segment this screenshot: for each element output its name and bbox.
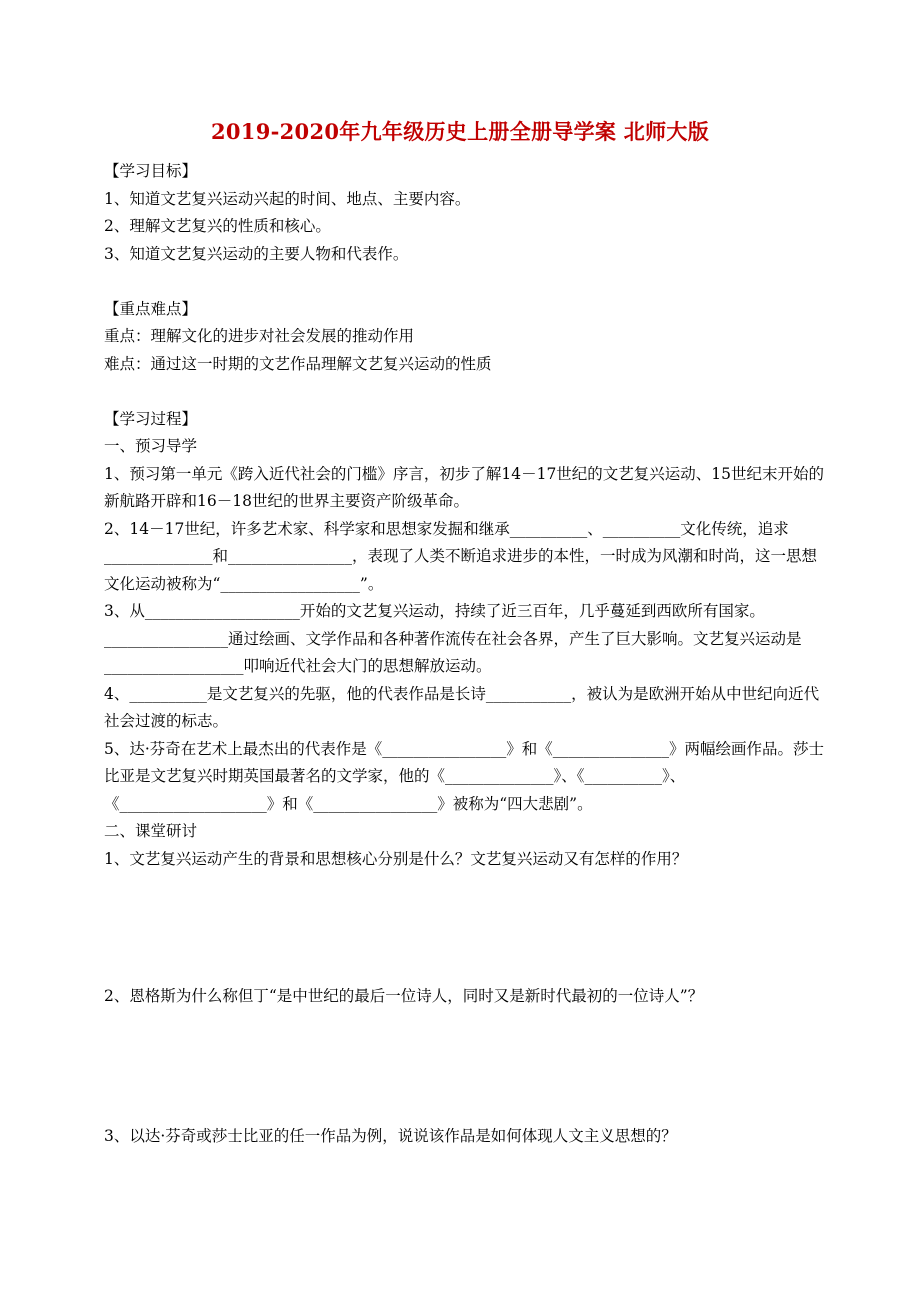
keypoints-heading: 【重点难点】 (104, 299, 198, 318)
goal-item: 3、知道文艺复兴运动的主要人物和代表作。 (104, 244, 409, 263)
preview-question-4: 4、__________是文艺复兴的先驱，他的代表作品是长诗___________，被认为是欧洲开始从中世纪向近代社会过渡的标志。 (104, 684, 820, 730)
goal-item: 1、知道文艺复兴运动兴起的时间、地点、主要内容。 (104, 189, 471, 208)
preview-question-1: 1、预习第一单元《跨入近代社会的门槛》序言，初步了解14－17世纪的文艺复兴运动、15世纪末开始的新航路开辟和16－18世纪的世界主要资产阶级革命。 (104, 464, 825, 510)
key-point: 重点：理解文化的进步对社会发展的推动作用 (104, 327, 415, 345)
goals-heading: 【学习目标】 (104, 162, 198, 180)
preview-question-3: 3、从____________________开始的文艺复兴运动，持续了近三百年，几乎蔓延到西欧所有国家。________________通过绘画、文学作品和各种著作流传在社会各界，产生了巨大影响。文艺复兴运动是__________________叩响近代社会大门的思想解放运动。 (104, 602, 802, 675)
discussion-question-3: 3、以达·芬奇或莎士比亚的任一作品为例，说说该作品是如何体现人文主义思想的？ (104, 1126, 677, 1145)
preview-heading: 一、预习导学 (104, 437, 198, 455)
difficulty-point: 难点：通过这一时期的文艺作品理解文艺复兴运动的性质 (104, 354, 492, 373)
preview-question-2: 2、14－17世纪，许多艺术家、科学家和思想家发掘和继承__________、__________文化传统，追求______________和________________，表现了人类不断追求进步的本性，一时成为风潮和时尚，这一思想文化运动被称为“__________________”。 (104, 519, 818, 593)
document-body (104, 158, 828, 1150)
preview-question-5: 5、达·芬奇在艺术上最杰出的代表作是《________________》和《_______________》两幅绘画作品。莎士比亚是文艺复兴时期英国最著名的文学家，他的《______________》、《__________》、《___________________》和《________________》被称为“四大悲剧”。 (104, 739, 825, 813)
page-title: 2019-2020年九年级历史上册全册导学案 北师大版 (210, 119, 710, 144)
process-heading: 【学习过程】 (104, 409, 198, 428)
discussion-question-1: 1、文艺复兴运动产生的背景和思想核心分别是什么？文艺复兴运动又有怎样的作用？ (104, 849, 688, 868)
discussion-heading: 二、课堂研讨 (104, 822, 198, 840)
discussion-question-2: 2、恩格斯为什么称但丁“是中世纪的最后一位诗人，同时又是新时代最初的一位诗人”？ (104, 987, 704, 1005)
answer-space (104, 873, 828, 983)
spacer (104, 268, 828, 296)
spacer (104, 378, 828, 406)
answer-space (104, 1011, 828, 1123)
goal-item: 2、理解文艺复兴的性质和核心。 (104, 217, 331, 235)
